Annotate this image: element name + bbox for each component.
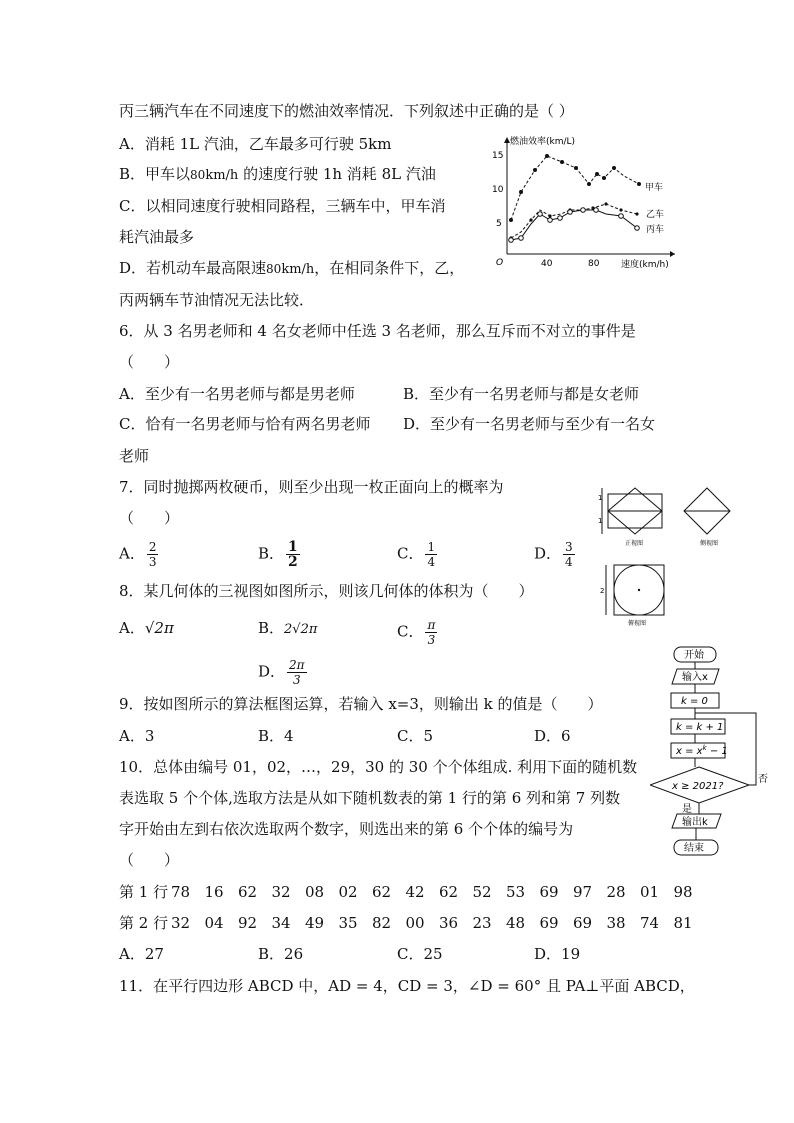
- q7-option-d: [534, 540, 577, 569]
- jia-point: [595, 172, 599, 176]
- q8-option-c-fraction: [425, 618, 437, 647]
- table-cell: 98: [673, 883, 693, 901]
- q5-intro: 丙三辆汽车在不同速度下的燃油效率情况．下列叙述中正确的是（ ）: [119, 102, 574, 120]
- fraction-denominator: 4: [565, 555, 573, 569]
- table-cell: 62: [439, 883, 459, 901]
- table-cell: 97: [573, 883, 593, 901]
- algorithm-flowchart: [650, 642, 770, 864]
- side-view-label: 侧视图: [700, 540, 719, 547]
- q8-option-b: [258, 618, 317, 640]
- fraction-numerator: 3: [565, 540, 573, 554]
- top-view-label: 俯视图: [628, 620, 647, 627]
- q9-option-b: B．4: [258, 727, 294, 745]
- fuel-efficiency-chart: [490, 132, 680, 272]
- q6-stem: 6．从 3 名男老师和 4 名女老师中任选 3 名老师，那么互斥而不对立的事件是: [119, 322, 636, 340]
- table-cell: 78: [171, 883, 191, 901]
- jia-point: [519, 190, 523, 194]
- table-cell: 36: [439, 914, 459, 932]
- q6-option-b: B．至少有一名男老师与都是女老师: [403, 385, 640, 403]
- q6-option-d: D．至少有一名男老师与至少有一名女: [403, 415, 656, 433]
- q7-stem: 7．同时抛掷两枚硬币，则至少出现一枚正面向上的概率为: [119, 478, 504, 496]
- bing-point: [548, 218, 553, 223]
- q7-option-b-label: B．: [258, 544, 285, 563]
- jia-point: [637, 182, 641, 186]
- flow-output-text: 输出k: [682, 817, 708, 828]
- fraction-denominator: 4: [427, 555, 436, 569]
- q10-option-c: C．25: [397, 945, 443, 963]
- jia-point: [560, 160, 564, 164]
- bing-point: [619, 214, 624, 219]
- bing-point: [594, 208, 599, 213]
- chart-origin: O: [496, 258, 504, 268]
- chart-y-label: 燃油效率(km/L): [510, 137, 576, 147]
- bing-point: [558, 216, 563, 221]
- table-cell: 32: [271, 883, 291, 901]
- q9-stem: 9．按如图所示的算法框图运算，若输入 x=3，则输出 k 的值是（ ）: [119, 695, 603, 713]
- jia-point: [574, 166, 578, 170]
- q7-option-a: [119, 540, 160, 569]
- flow-update-tail: − 1: [706, 746, 728, 757]
- chart-tick-x-80: 80: [588, 259, 600, 269]
- chart-tick-x-40: 40: [541, 259, 553, 269]
- table-cell: 01: [640, 883, 660, 901]
- yi-point: [529, 218, 532, 221]
- yi-point: [619, 208, 622, 211]
- q5-option-a: A．消耗 1L 汽油，乙车最多可行驶 5km: [119, 135, 392, 153]
- table-cell: 16: [204, 883, 224, 901]
- top-view-dim: 2: [600, 587, 605, 595]
- q7-option-a-fraction: [147, 540, 159, 569]
- side-view: [684, 488, 730, 534]
- table-cell: 82: [372, 914, 392, 932]
- flow-no-label: 否: [758, 774, 768, 785]
- q5-option-c-line1: C．以相同速度行驶相同路程，三辆车中，甲车消: [119, 197, 446, 215]
- bing-point: [635, 226, 640, 231]
- bing-point: [519, 236, 524, 241]
- bing-point: [581, 208, 586, 213]
- chart-tick-y-15: 15: [492, 151, 504, 161]
- table-cell: 53: [506, 883, 526, 901]
- q5-option-b-label: B．甲车以: [119, 165, 191, 183]
- random-table-row-2: [119, 913, 707, 933]
- top-view-center: [638, 589, 640, 591]
- series-bing-points: [509, 208, 640, 243]
- q7-option-b-fraction: [286, 540, 300, 569]
- jia-point: [533, 168, 537, 172]
- series-jia-points: [509, 154, 641, 222]
- q5-option-b: [119, 164, 436, 186]
- q5-option-b-speed: 80: [190, 168, 206, 182]
- series-jia-label: 甲车: [645, 183, 664, 193]
- q5-option-d-speed: 80: [266, 262, 282, 276]
- q7-option-c: [397, 540, 439, 569]
- q6-paren: （ ）: [119, 353, 180, 371]
- flow-init-text: k = 0: [681, 696, 708, 707]
- q5-option-c-line2: 耗汽油最多: [119, 228, 195, 246]
- flow-update-base: x = x: [676, 746, 703, 757]
- q8-option-b-label: B．: [258, 619, 285, 637]
- q5-option-b-rest: 的速度行驶 1h 消耗 8L 汽油: [243, 165, 436, 183]
- front-view: [602, 488, 662, 534]
- table-cell: 49: [305, 914, 325, 932]
- table-cell: 04: [204, 914, 224, 932]
- random-table-row-1: [119, 882, 707, 902]
- fraction-denominator: 2: [288, 554, 298, 570]
- q7-option-d-fraction: [563, 540, 575, 569]
- q8-option-d: [258, 658, 309, 687]
- flow-start-text: 开始: [684, 650, 704, 661]
- flow-yes-label: 是: [682, 804, 692, 815]
- series-bing-label: 丙车: [646, 225, 665, 235]
- fraction-numerator: 2π: [289, 658, 305, 672]
- q11-stem: 11．在平行四边形 ABCD 中，AD = 4，CD = 3，∠D = 60° 且 PA⊥平面 ABCD，: [119, 977, 695, 995]
- fraction-numerator: 1: [427, 540, 436, 554]
- jia-point: [509, 218, 513, 222]
- table-cell: 69: [539, 914, 559, 932]
- table-cell: 28: [606, 883, 626, 901]
- jia-point: [587, 182, 591, 186]
- table-cell: 62: [372, 883, 392, 901]
- fraction-numerator: 1: [288, 539, 298, 555]
- table-cell: 81: [673, 914, 693, 932]
- q8-option-c: [397, 618, 439, 647]
- top-view: [606, 565, 664, 615]
- q9-option-a: A．3: [119, 727, 155, 745]
- table-cell: 62: [238, 883, 258, 901]
- flow-update-text: [675, 744, 728, 757]
- chart-tick-y-10: 10: [492, 185, 504, 195]
- front-view-dim-top: 1: [598, 494, 603, 502]
- q8-option-a-value: √2π: [144, 619, 174, 637]
- table-cell: 23: [472, 914, 492, 932]
- flow-update-exponent: k: [702, 744, 707, 752]
- table-cell: 74: [640, 914, 660, 932]
- series-yi-points: [509, 202, 638, 239]
- table-cell: 32: [171, 914, 191, 932]
- q9-option-c: C．5: [397, 727, 434, 745]
- q10-option-d: D．19: [534, 945, 581, 963]
- yi-point: [635, 212, 638, 215]
- q5-option-d: [119, 258, 464, 280]
- bing-point: [568, 210, 573, 215]
- yi-point: [604, 202, 607, 205]
- bing-point: [538, 212, 543, 217]
- q7-option-b: [258, 540, 302, 569]
- table-cell: 08: [305, 883, 325, 901]
- q8-option-c-label: C．: [397, 622, 424, 641]
- flow-end-text: 结束: [684, 843, 704, 854]
- q6-option-d-line2: 老师: [119, 447, 150, 465]
- yi-point: [548, 214, 551, 217]
- q10-stem-line2: 表选取 5 个个体,选取方法是从如下随机数表的第 1 行的第 6 列和第 7 列数: [119, 789, 621, 807]
- q5-option-d-unit: km/h: [281, 262, 315, 277]
- q10-stem-line1: 10．总体由编号 01，02，…，29，30 的 30 个个体组成. 利用下面的随机数: [119, 758, 638, 776]
- fraction-denominator: 3: [427, 633, 436, 647]
- three-view-drawing: [596, 483, 756, 628]
- series-bing-line: [511, 210, 637, 240]
- q10-stem-line3: 字开始由左到右依次选取两个数字，则选出来的第 6 个个体的编号为: [119, 820, 574, 838]
- q7-option-c-fraction: [425, 540, 437, 569]
- q6-option-a: A．至少有一名男老师与都是男老师: [119, 385, 355, 403]
- front-view-dim-mid: 1: [598, 517, 603, 525]
- q8-option-a-label: A．: [119, 619, 145, 637]
- q10-option-b: B．26: [258, 945, 304, 963]
- fraction-numerator: π: [427, 618, 436, 632]
- fraction-denominator: 3: [292, 673, 301, 687]
- q7-option-c-label: C．: [397, 544, 424, 563]
- table-cell: 00: [405, 914, 425, 932]
- row-label: 第 2 行: [119, 914, 169, 932]
- flow-inc-text: k = k + 1: [676, 722, 724, 733]
- table-cell: 02: [338, 883, 358, 901]
- q5-option-d-label: D．若机动车最高限速: [119, 259, 267, 277]
- table-cell: 92: [238, 914, 258, 932]
- q10-paren: （ ）: [119, 851, 180, 869]
- jia-point: [612, 166, 616, 170]
- q6-option-c: C．恰有一名男老师与恰有两名男老师: [119, 415, 371, 433]
- row-label: 第 1 行: [119, 883, 169, 901]
- table-cell: 48: [506, 914, 526, 932]
- table-cell: 42: [405, 883, 425, 901]
- q9-option-d: D．6: [534, 727, 571, 745]
- q10-option-a: A．27: [119, 945, 164, 963]
- q5-option-d-line2: 丙两辆车节油情况无法比较．: [119, 291, 315, 309]
- q7-paren: （ ）: [119, 509, 180, 527]
- table-cell: 69: [539, 883, 559, 901]
- chart-tick-y-5: 5: [496, 219, 502, 229]
- table-cell: 35: [338, 914, 358, 932]
- jia-point: [545, 154, 549, 158]
- q8-option-d-fraction: [287, 658, 307, 687]
- chart-x-label: 速度(km/h): [621, 260, 669, 270]
- chart-x-arrow: [670, 251, 675, 257]
- bing-point: [509, 238, 514, 243]
- table-cell: 38: [606, 914, 626, 932]
- flow-condition-text: x ≥ 2021?: [672, 781, 724, 792]
- series-yi-label: 乙车: [646, 210, 665, 220]
- table-cell: 34: [271, 914, 291, 932]
- fraction-numerator: 2: [148, 540, 157, 554]
- flow-input-text: 输入x: [682, 672, 708, 683]
- table-cell: 69: [573, 914, 593, 932]
- table-cell: 52: [472, 883, 492, 901]
- jia-point: [602, 176, 606, 180]
- q8-stem: 8．某几何体的三视图如图所示，则该几何体的体积为（ ）: [119, 582, 534, 600]
- q8-option-a: [119, 618, 174, 638]
- front-view-label: 正视图: [625, 540, 644, 547]
- q8-option-d-label: D．: [258, 662, 286, 681]
- q8-option-b-value: 2√2π: [284, 622, 318, 637]
- q7-option-d-label: D．: [534, 544, 562, 563]
- q5-option-d-rest: ，在相同条件下，乙，: [314, 259, 465, 277]
- fraction-denominator: 3: [148, 555, 157, 569]
- q7-option-a-label: A．: [119, 544, 145, 563]
- q5-option-b-unit: km/h: [205, 168, 239, 183]
